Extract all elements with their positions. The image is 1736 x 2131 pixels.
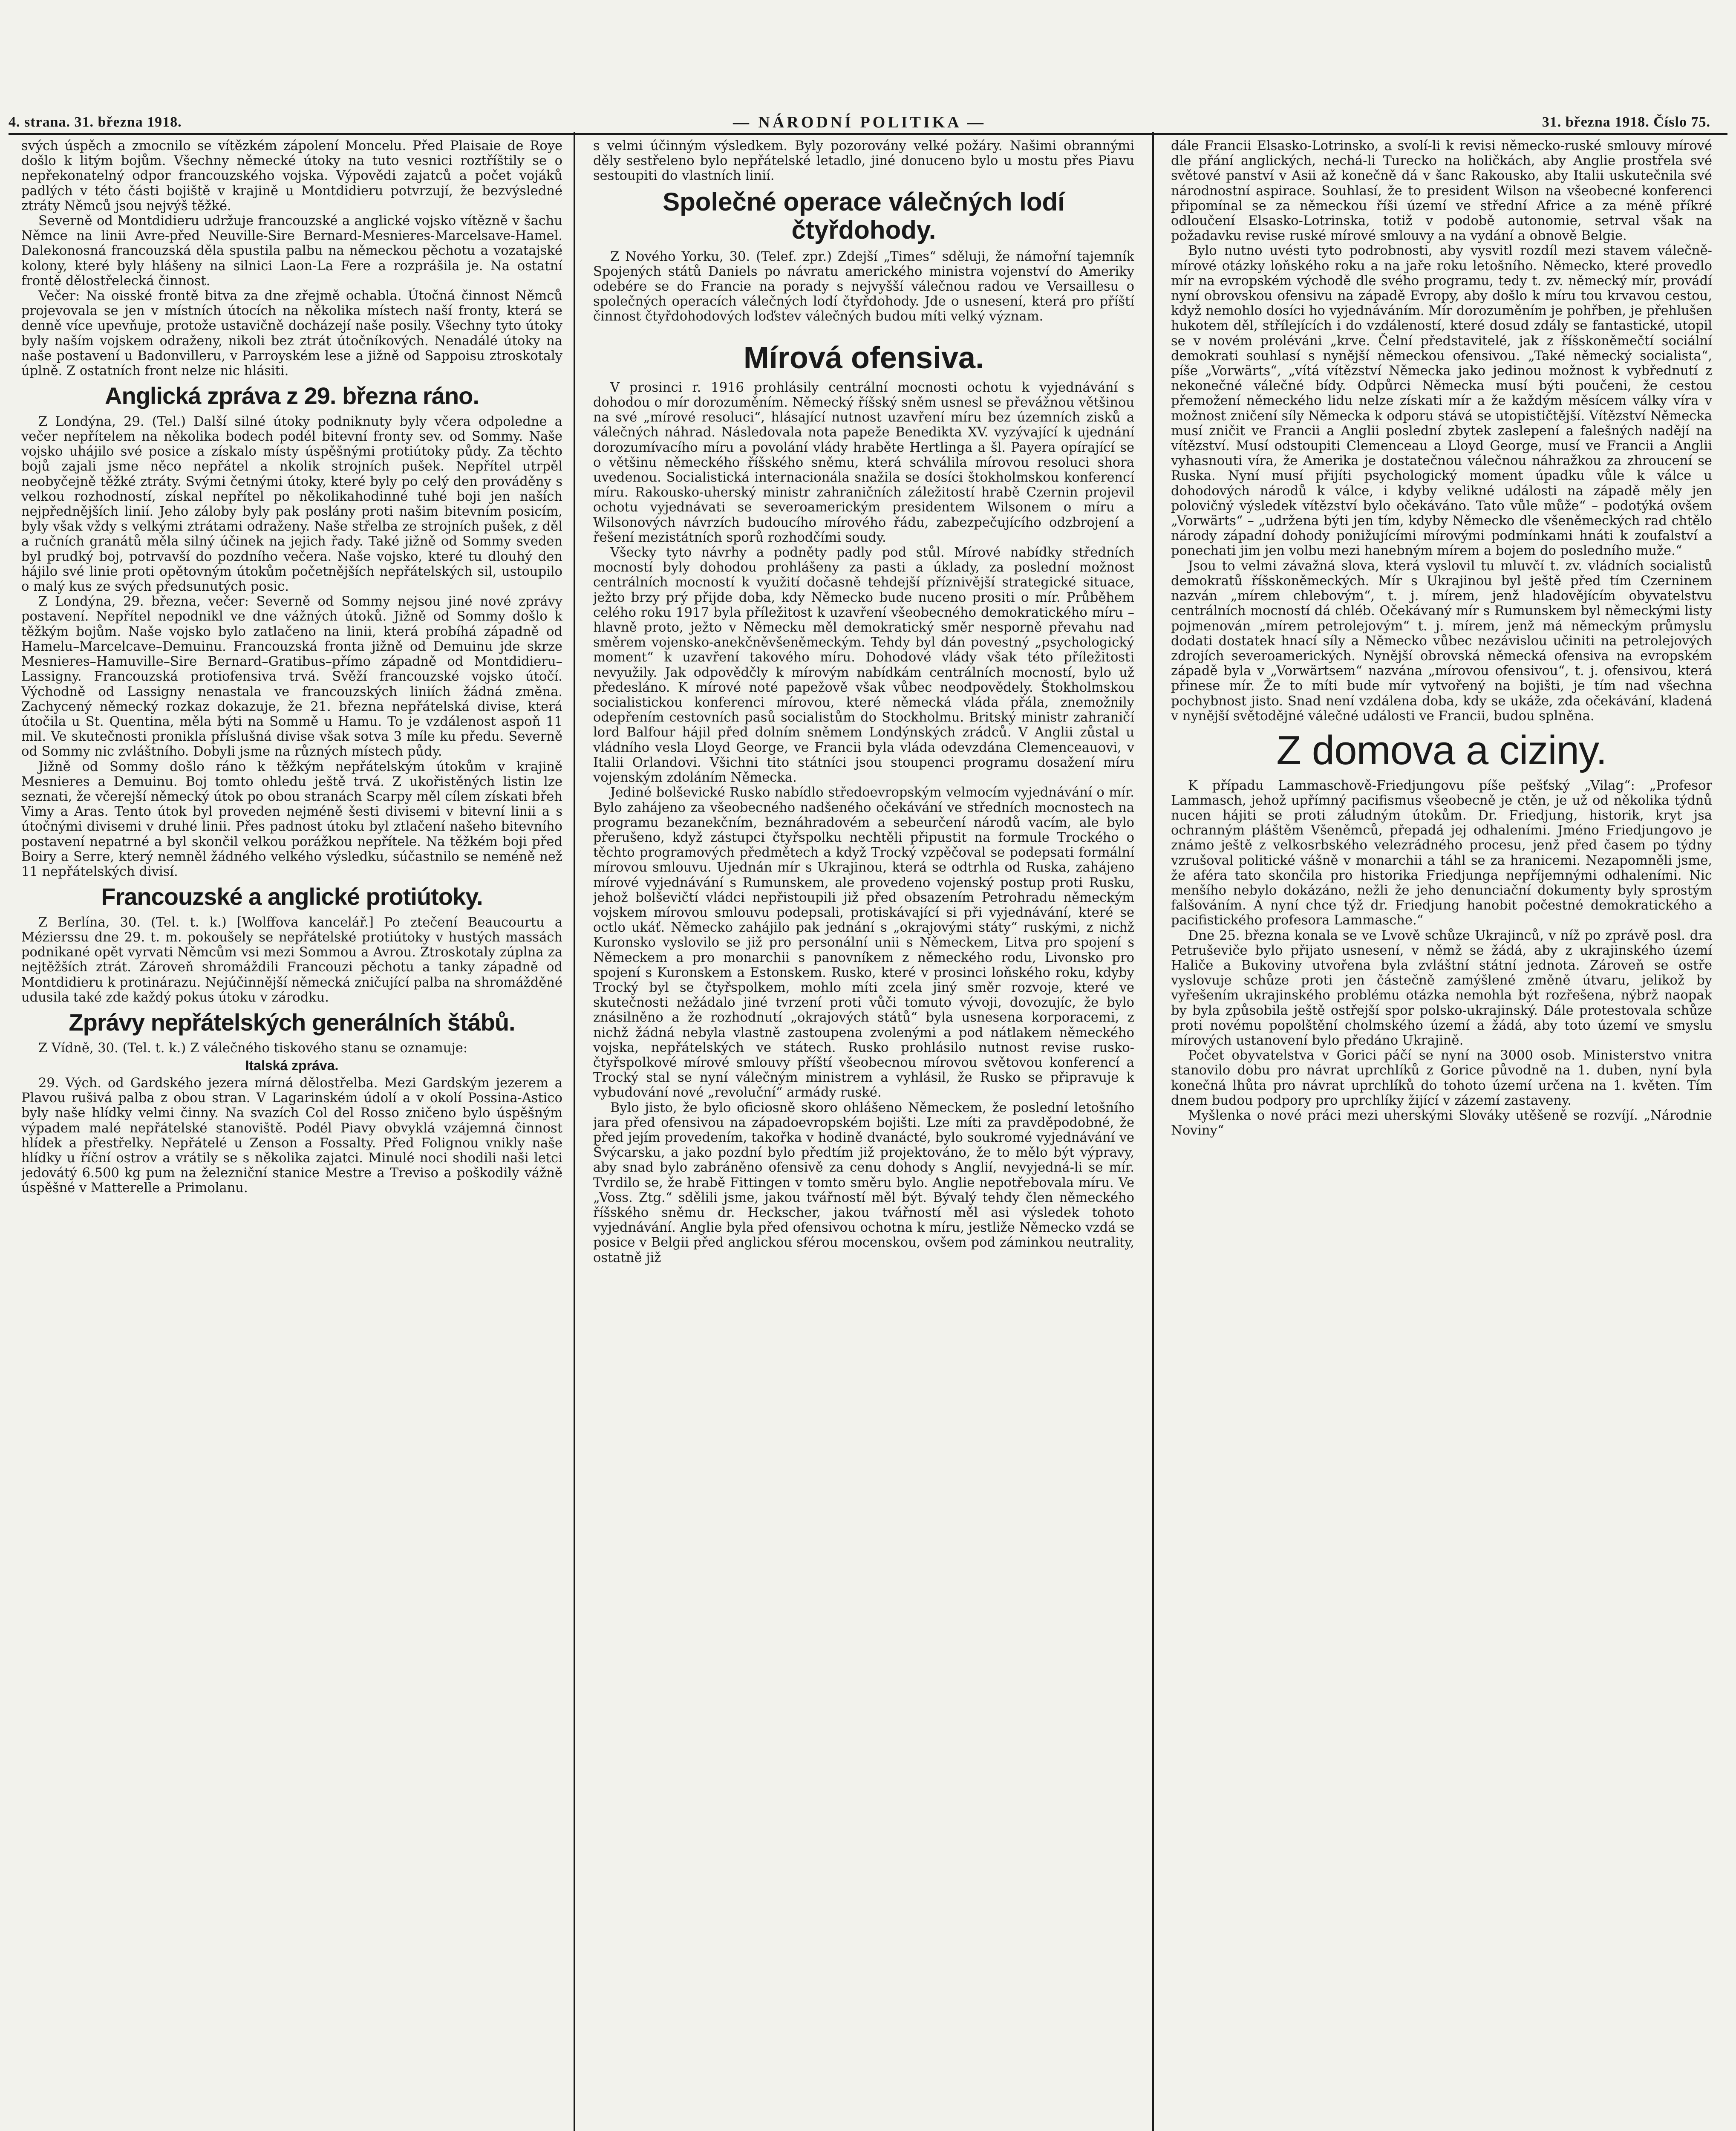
article-paragraph: K případu Lammaschově-Friedjungovu píše pešťský „Vilag“: „Profesor Lammasch, jehož upřímný pacifismus všeobecně je ctěn, je už od několika týdnů nucen hájiti se proti záludným útokům. Dr. Friedjung, historik, kryt jsa ochranným pláštěm Všeněmců, přepadá jej odhaleními. Jméno Friedjungovo je známo ještě z velkosrbského velezrádného procesu, jenž před časem po týdny vzrušoval politické vášně v monarchii a táhl se za hranicemi. Nezapomněli jsme, že aféra tato skončila pro historika Friedjunga nepříjemnými odhaleními. Nic menšího nebylo dokázáno, nežli že jeho denunciační dokumenty byly sprostým falšováním. A nyní chce týž dr. Friedjung hanobit počestné demokratického a pacifistického profesora Lammasche.“ xyxy=(1171,778,1712,928)
masthead-title: — NÁRODNÍ POLITIKA — xyxy=(733,113,986,131)
header-rule xyxy=(9,133,1727,135)
article-paragraph: Večer: Na oisské frontě bitva za dne zřejmě ochabla. Útočná činnost Němců projevovala se jen v místních útocích na několika místech naší fronty, která se denně více upevňuje, protože ustavičně docházejí naše posily. Všechny tyto útoky byly naším vojskem odraženy, nikoli bez ztrát útočníkových. Nenadálé útoky na naše postavení u Badonvilleru, v Parroyském lese a jižně od Sappoisu ztroskotaly úplně. Z ostatních front nelze nic hlásiti. xyxy=(21,289,562,379)
article-paragraph: Severně od Montdidieru udržuje francouzské a anglické vojsko vítězně v šachu Němce na linii Avre-před Neuville-Sire Bernard-Mesnieres-Marcelsave-Hamel. Dalekonosná francouzská děla spustila palbu na německou pěchotu a vozatajské kolony, které byly hlášeny na silnici Laon-La Fere a rozprášila je. Na ostatní frontě dělostřelecká činnost. xyxy=(21,214,562,289)
article-paragraph: Jsou to velmi závažná slova, která vyslovil tu mluvčí t. zv. vládních socialistů demokratů říšskoněmeckých. Mír s Ukrajinou byl ještě před tím Czerninem nazván „mírem chlebovým“, t. j. mírem, jenž hladovějícím obyvatelstvu centrálních mocností dá chléb. Očekávaný mír s Rumunskem byl německými listy pojmenován „mírem petrolejovým“ t. j. mírem, jenž má německým průmyslu dodati dostatek hnací síly a Německo vůbec nezávislou učiniti na petrolejových zdrojích severoamerických. Nynější obrovská německá ofensiva na evropském západě byla v „Vorwärtsem“ nazvána „mírovou ofensivou“, t. j. ofensivou, která přinese mír. Že to míti bude mír vytvořený na bojišti, je tím nad všechna pochybnost jisto. Snad není vzdálena doba, kdy se ukáže, zda očekávání, kladená v nynější světodějné válečné události ve Francii, budou splněna. xyxy=(1171,558,1712,724)
column-3 xyxy=(1171,139,1712,2131)
article-paragraph: Z Londýna, 29. března, večer: Severně od Sommy nejsou jiné nové zprávy postavení. Nepřítel nepodnikl ve dne vážných útoků. Jižně od Sommy došlo k těžkým bojům. Naše vojsko bylo zatlačeno na linii, která probíhá západně od Hamelu–Marcelcave–Demuinu. Francouzská fronta jižně od Demuinu jde skrze Mesnieres–Hamuville–Sire Bernard–Gratibus–přímo západně od Montdidieru–Lassigny. Francouzská protiofensiva trvá. Svěží francouzské vojsko útočí. Východně od Lassigny nenastala ve francouzských liniích žádná změna. Zachycený německý rozkaz dokazuje, že 21. března nepřátelská divise, která útočila u St. Quentina, měla býti na Sommě u Hamu. To je vzdálenost aspoň 11 mil. Ve skutečnosti pronikla příslušná divise však sotva 3 míle ku předu. Severně od Sommy nic zvláštního. Dobyli jsme na různých místech půdy. xyxy=(21,594,562,759)
article-paragraph: Z Vídně, 30. (Tel. t. k.) Z válečného tiskového stanu se oznamuje: xyxy=(38,1040,468,1056)
headline-enemy-staff-reports: Zprávy nepřátelských generálních štábů. xyxy=(69,1008,515,1036)
article-paragraph: Jižně od Sommy došlo ráno k těžkým nepřátelským útokům v krajině Mesnieres a Demuinu. Boj tomto ohledu ještě trvá. Z ukořistěných listin lze seznati, že včerejší německý útok po obou stranách Scarpy měl cílem získati břeh Vimy a Aras. Tento útok byl proveden nejméně šesti divisemi v bitevní linii a s útočnými divisemi v druhé linii. Přes padnost útoku byl ztlačení našeho bitevního postavení nepatrné a byl skončil velkou porážkou nepřítele. Na těžkém boji před Boiry a Serre, který nemněl žádného velkého výsledku, súčastnilo se neméně než 11 nepřátelských divisí. xyxy=(21,759,562,879)
page-header xyxy=(9,113,1727,132)
column-divider-2 xyxy=(1152,132,1154,2131)
article-paragraph: Z Nového Yorku, 30. (Telef. zpr.) Zdejší „Times“ sděluji, že námořní tajemník Spojených států Daniels po návratu amerického ministra vojenství do Ameriky odebére se do Francie na porady s nejvyšší válečnou radou ve Versaillesu o společných operacích válečných lodí čtyřdohody. Jde o usnesení, která pro příští činnost čtyřdohodových loďstev válečných budou míti velký význam. xyxy=(593,249,1134,324)
article-paragraph: 29. Vých. od Gardského jezera mírná dělostřelba. Mezi Gardským jezerem a Plavou rušivá palba z obou stran. V Lagarinském údolí a v okolí Possina-Astico byly naše hlídky velmi činny. Na svazích Col del Rosso zničeno bylo úspěšným výpadem malé nepřátelské stanoviště. Podél Piavy obvyklá vzájemná činnost hlídek a přestřelky. Nepřátelé u Zenson a Fossalty. Před Folignou vnikly naše hlídky u říční ostrov a vrátily se s několika zajatci. Minulé noci shodili naši letci jedovátý 6.500 kg pum na železniční stanice Mestre a Treviso a poškodily vážně úspěšné v Matterelle a Primolanu. xyxy=(21,1075,562,1196)
article-paragraph: Jediné bolševické Rusko nabídlo středoevropským velmocím vyjednávání o mír. Bylo zahájeno za všeobecného nadšeného očekávání ve středních mocnostech na programu bezanekčním, beznáhradovém a sebeurčení národů vacím, ale bylo přerušeno, když zástupci čtyřspolku nechtěli připustit na formule Trockého o těchto programových předmětech a když Trocký vzpěčoval se podepsati formální mírovou smlouvu. Ujednán mír s Ukrajinou, která se odtrhla od Ruska, zahájeno mírové vyjednávání s Rumunskem, ale provedeno vojenský postup proti Rusku, jehož bolševičtí vládci nepřistoupili již před obsazením Petrohradu německým vojskem mírovou smlouvu podepsali, protiskávající si při vyjednávání, které se octlo ukáť. Německo zahájilo pak jednání s „okrajovými státy“ ruskými, z nichž Kuronsko vyslovilo se již pro personální unii s Německem, Litva pro spojení s Německem a pro monarchii s panovníkem z německého rodu, Livonsko pro spojení s Kuronskem a Estonskem. Rusko, které v prosinci loňského roku, kdyby Trocký byl se čtyřspolkem, mohlo míti zcela jiný směr rozvoje, které ve skutečnosti nežádalo jiné tvrzení proti vůči tomuto vývoji, dovozujíc, že bylo znásilněno a že rozhodnutí „okrajových států“ byla usnesena korporacemi, z nichž žádná nebyla vlastně zastoupena zvolenými a pod nátlakem německého vojska, nepřátelských ve státech. Rusko prohlásilo nutnost revise rusko-čtyřspolkové mírové smlouvy příští všeobecnou mírovou světovou konferencí a Trocký stal se nyní válečným ministrem a vyhlásil, že Rusko se připravuje k vybudování nové „revoluční“ armády ruské. xyxy=(593,785,1134,1100)
article-paragraph: Z Berlína, 30. (Tel. t. k.) [Wolffova kancelář.] Po ztečení Beaucourtu a Mézierssu dne 29. t. m. pokoušely se nepřátelské protiútoky v hustých massách podnikané opět vyrvati Němcům vsi mezi Sommou a Avrou. Ztroskotaly zúplna za nejtěžších ztrát. Zároveň shromáždili Francouzi pěchotu a tanky západně od Montdidieru k protinárazu. Nejúčinnější německá zničující palba na shromážděné udusila také zde každý pokus útoku v zárodku. xyxy=(21,915,562,1005)
headline-peace-offensive: Mírová ofensiva. xyxy=(743,341,984,375)
article-paragraph: Bylo jisto, že bylo oficiosně skoro ohlášeno Německem, že poslední letošního jara před ofensivou na západoevropském bojišti. Lze míti za pravděpodobné, že před jejím provedením, takořka v hodině dvanácté, bylo soukromé vyjednávání ve Švýcarsku, a jako pozdní bylo předtím již projektováno, že to mělo být výpravy, aby snad bylo zabráněno ofensivě za cenu dohody s Anglií, nevyjedná-li se mír. Tvrdilo se, že hrabě Fittingen v tomto směru bylo. Anglie nepotřebovala míru. Ve „Voss. Ztg.“ sdělili jsme, jakou tvářností měl být. Bývalý tehdy člen německého říšského sněmu dr. Heckscher, jakou tvářností měl asi výsledek tohoto vyjednávání. Anglie byla před ofensivou ochotna k míru, jestliže Německo vzdá se posice v Belgii před anglickou sférou mocenskou, ovšem pod záminkou neutrality, ostatně již xyxy=(593,1100,1134,1265)
headline-counterattacks: Francouzské a anglické protiútoky. xyxy=(101,883,483,910)
subheadline-italian-report: Italská zpráva. xyxy=(245,1057,339,1073)
header-right-date: 31. března 1918. Číslo 75. xyxy=(1542,114,1710,130)
headline-english-report: Anglická zpráva z 29. března ráno. xyxy=(105,382,479,410)
column-divider-1 xyxy=(574,132,575,2131)
article-paragraph: Myšlenka o nové práci mezi uherskými Slováky utěšeně se rozvíjí. „Národnie Noviny“ xyxy=(1171,1108,1712,1138)
article-paragraph: s velmi účinným výsledkem. Byly pozorovány velké požáry. Našimi obrannými děly sestřeleno bylo nepřátelské letadlo, jiné donuceno bylo u mostu přes Piavu sestoupiti do vlastních linií. xyxy=(593,139,1134,184)
article-paragraph: Všecky tyto návrhy a podněty padly pod stůl. Mírové nabídky středních mocností byly dohodou prohlášeny za pasti a úklady, za poslední možnost centrálních mocností k využití dočasně tehdejší příznivější strategické situace, ježto brzy prý přijde doba, kdy Německo bude nuceno prositi o mír. Průběhem celého roku 1917 byla příležitost k uzavření všeobecného demokratického míru – hlavně proto, ježto v Německu měl demokratický směr nesporně převahu nad směrem vojensko-anekčněvšeněmeckým. Tehdy byl dán povestný „psychologický moment“ k uzavření takového míru. Dohodové vlády však této příležitosti nevyužily. Jak odpovědčly k mírovým nabídkám centrálních mocností, bylo už předesláno. K mírové noté papežově však vůbec neodpovědely. Štokholmskou socialistickou konferenci mírovou, které německá vláda přála, znemožnily odepřením cestovních pasů socialistům do Stockholmu. Britský ministr zahraničí lord Balfour hájil před dolním sněmem Londýnských zrádců. V Anglii zůstal u vládního vesla Lloyd George, ve Francii byla vláda odevzdána Clemenceauovi, v Italii Orlandovi. Všichni tito státníci jsou stoupenci programu dosažení míru vojenským zdoláním Německa. xyxy=(593,545,1134,785)
article-paragraph: Dne 25. března konala se ve Lvově schůze Ukrajinců, v níž po zprávě posl. dra Petruševiče bylo přijato usnesení, v němž se žádá, aby z ukrajinského území Haliče a Bukoviny utvořena byla zvláštní státní jednota. Zároveň se ostře vyslovuje schůze proti jen částečně zamýšlené změně útvaru, jelikož by vyřešením ukrajinského problému otázka nemohla být rozřešena, nýbrž naopak by byla způsobila ještě ostřejší spor polsko-ukrajinský. Dále protestovala schůze proti novému popolštění cholmského území a žádá, aby toto území ve smyslu mírových ustanovení bylo předáno Ukrajině. xyxy=(1171,928,1712,1048)
article-paragraph: Z Londýna, 29. (Tel.) Další silné útoky podniknuty byly včera odpoledne a večer nepřítelem na několika bodech podél bitevní fronty sev. od Sommy. Naše vojsko uhájilo své posice a získalo místy úspěšnými protiútoky půdy. Za těchto bojů zajali jsme něco nepřátel a nkolik strojních pušek. Nepřítel utrpěl neobyčejně těžké ztráty. Svými četnými útoky, které byly po celý den prováděny s velkou rozhodností, získal nepřítel po několikahodinné tuhé boji jen naších nejpřednějších linií. Jeho záloby byly pak poslány proti našim bitevním posicím, byly však vždy s velkými ztrátami odraženy. Naše střelba ze strojních pušek, z děl a ručních granátů měla silný účinek na jejich řady. Také jižně od Sommy sveden byl prudký boj, potrvavší do pozdního večera. Naše vojsko, které tu dlouhý den hájilo své linie proti opětovným útokům početnějších nepřátelských sil, ustoupilo o malý kus ze svých předsunutých posic. xyxy=(21,414,562,595)
headline-home-and-abroad: Z domova a ciziny. xyxy=(1276,727,1607,773)
header-left-date: 4. strana. 31. března 1918. xyxy=(9,114,182,130)
article-paragraph: Počet obyvatelstva v Gorici páčí se nyní na 3000 osob. Ministerstvo vnitra stanovilo dobu pro návrat uprchlíků z Gorice původně na 1. duben, nyní byla konečná lhůta pro návrat uprchlíků do tohoto území určena na 1. květen. Tím dnem budou podpory pro uprchlíky žijící v zázemí zastaveny. xyxy=(1171,1048,1712,1108)
headline-joint-naval-operations: Společné operace válečných lodí čtyřdohody. xyxy=(663,187,1065,244)
article-paragraph: Bylo nutno uvésti tyto podrobnosti, aby vysvitl rozdíl mezi stavem válečně-mírové otázky loňského roku a na jaře roku letošního. Německo, které provedlo mír na evropském východě dle svého programu, tedy t. zv. německý mír, provádí nyní obrovskou ofensivu na západě Evropy, aby došlo k míru tou krvavou cestou, když nemohlo dosíci ho vyjednáváním. Mír dorozuměním je pohřben, je přehlušen hukotem děl, střílejících i do vzdáleností, které dosud zdály se fantastické, utopil se v novém proléváni „krve. Čelní představitelé, jak z říšskoněmečtí sociální demokrati souhlasí s nynější německou ofensivou. „Také německý socialista“, píše „Vorwärts“, „vítá vítězství Německa jako jedinou možnost k vybřednutí z nekonečné válečné bídy. Odpůrci Německa musí býti poučeni, že cestou přemožení německého lidu nelze získati mír a že každým měsícem války víra v možnost zničení síly Německa k odporu stává se utopističtější. Vítězství Německa musí zničit ve Francii a Anglii poslední zbytek zaslepení a falešných nadějí na vítězství. Musí odstoupiti Clemenceau a Lloyd George, musí ve Francii a Anglii vyhasnouti víra, že Amerika je dostatečnou válečnou náhražkou za zhroucení se Ruska. Nyní musí přijíti psychologický moment úpadku vůle k válce u dohodových národů k válce, i kdyby velikné události na západě měly jen polovičný výsledek vítězství bylo očekáváno. Tato vůle může“ – podotýká ovšem „Vorwärts“ – „udržena býti jen tím, kdyby Německo dle všeněmeckých rad chtělo národy západní dohody ponižujícími mírovými podmínkami hnáti k zoufalství a ponechati jim jen volbu mezi hanebným mírem a bojem do posledního muže.“ xyxy=(1171,243,1712,559)
column-1 xyxy=(21,139,562,2131)
article-paragraph: dále Francii Elsasko-Lotrinsko, a svolí-li k revisi německo-ruské smlouvy mírové dle přání anglických, nechá-li Turecko na holičkách, aby Anglie prostřela své světové panství v Asii až konečně dá v šanc Rakousko, aby Italii uskutečnila své národnostní aspirace. Souhlasí, že to president Wilson na všeobecné konferenci připomínal se za německou říši území ve střední Africe a za méně příkré odloučení Elsasko-Lotrinska, totiž v podobě autonomie, setrval však na požadavku revise ruské mírové smlouvy a na vydání a obnově Belgie. xyxy=(1171,139,1712,244)
article-paragraph: V prosinci r. 1916 prohlásily centrální mocnosti ochotu k vyjednávání s dohodou o mír dorozuměním. Německý říšský sněm usnesl se převážnou většinou na své „mírové resoluci“, hlásající nutnost uzavření míru bez územních zisků a válečných náhrad. Následovala nota papeže Benedikta XV. vyzývající k ujednání dorozumívacího míru a povolání vlády hraběte Hertlinga a šl. Payera opírající se o většinu německého říšského sněmu, která schválila mírovou resoluci shora uvedenou. Socialistická internacionála snažila se dosíci štokholmskou konferencí míru. Rakousko-uherský ministr zahraničních záležitostí hrabě Czernin projevil ochotu vyjednávati se severoamerickým presidentem Wilsonem o míru a Wilsonových návrzích budoucího mírového řádu, zabezpečujícího odzbrojení a řešení mezistátních sporů rozhodčími soudy. xyxy=(593,380,1134,545)
column-2 xyxy=(593,139,1134,2131)
article-paragraph: svých úspěch a zmocnilo se vítězkém zápolení Moncelu. Před Plaisaie de Roye došlo k litým bojům. Všechny německé útoky na tuto vesnici roztříštily se o nepřekonatelný odpor francouzského vojska. Výpovědi zajatců a počet vojáků padlých v této části bojiště v krajině u Montdidieru potvrzují, že bezvýsledné ztráty Němců jsou nejvýš těžké. xyxy=(21,139,562,214)
